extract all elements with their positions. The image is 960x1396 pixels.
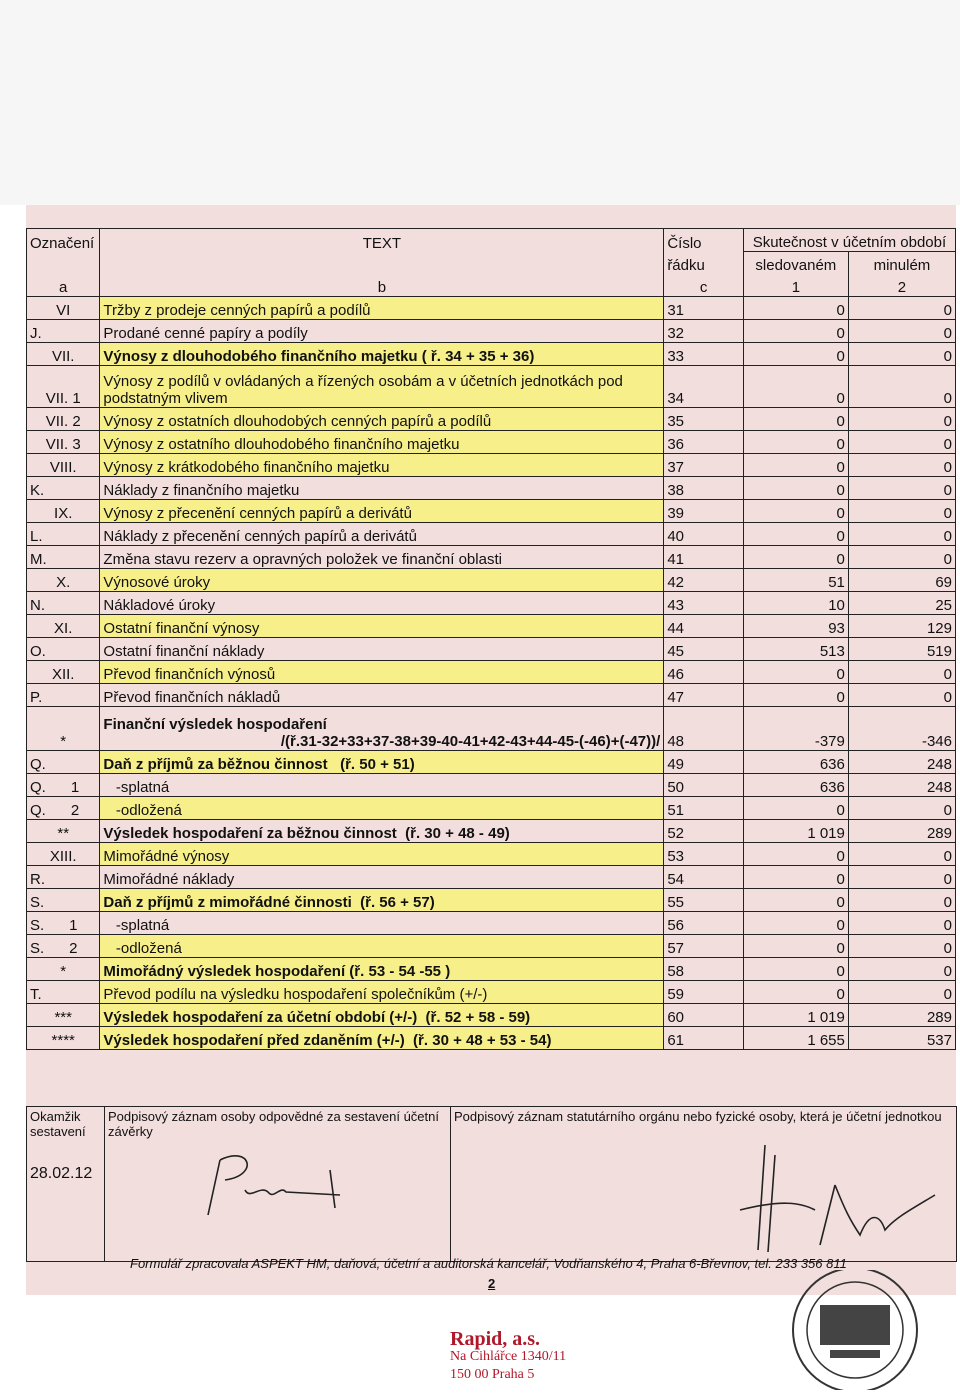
header-radku: řádku xyxy=(664,252,744,275)
row-line-number: 41 xyxy=(664,546,744,569)
table-row xyxy=(27,1027,956,1050)
row-line-number: 54 xyxy=(664,866,744,889)
row-current-period: 0 xyxy=(743,454,848,477)
row-current-period: 0 xyxy=(743,477,848,500)
row-current-period: 0 xyxy=(743,431,848,454)
header-cislo: Číslo xyxy=(664,229,744,252)
row-text-formula: /(ř.31-32+33+37-38+39-40-41+42-43+44-45-(-46)+(-47))/ xyxy=(280,733,661,750)
row-previous-period: 0 xyxy=(848,889,955,912)
row-mark: VII. xyxy=(27,343,100,366)
row-current-period: 0 xyxy=(743,981,848,1004)
row-line-number: 46 xyxy=(664,661,744,684)
row-mark: S. 1 xyxy=(27,912,100,935)
row-line-number: 57 xyxy=(664,935,744,958)
table-row xyxy=(27,843,956,866)
row-line-number: 48 xyxy=(664,707,744,751)
handwritten-signature-left xyxy=(190,1140,360,1230)
table-row xyxy=(27,477,956,500)
table-row xyxy=(27,1004,956,1027)
row-mark: L. xyxy=(27,523,100,546)
header-col-c: c xyxy=(664,274,744,297)
row-mark: ** xyxy=(27,820,100,843)
row-previous-period: 0 xyxy=(848,477,955,500)
row-previous-period: 0 xyxy=(848,523,955,546)
table-row xyxy=(27,774,956,797)
row-mark: VI xyxy=(27,297,100,320)
row-previous-period: 0 xyxy=(848,684,955,707)
table-row xyxy=(27,454,956,477)
row-line-number: 42 xyxy=(664,569,744,592)
row-previous-period: 0 xyxy=(848,912,955,935)
row-mark: T. xyxy=(27,981,100,1004)
row-current-period: 1 655 xyxy=(743,1027,848,1050)
row-previous-period: 25 xyxy=(848,592,955,615)
row-previous-period: 0 xyxy=(848,661,955,684)
row-current-period: 0 xyxy=(743,797,848,820)
row-previous-period: 0 xyxy=(848,366,955,408)
header-skutecnost: Skutečnost v účetním období xyxy=(743,229,955,252)
row-line-number: 35 xyxy=(664,408,744,431)
company-stamp xyxy=(450,1330,566,1384)
table-row xyxy=(27,707,956,751)
row-line-number: 55 xyxy=(664,889,744,912)
row-previous-period: -346 xyxy=(848,707,955,751)
header-minulem: minulém xyxy=(848,252,955,275)
header-text: TEXT xyxy=(100,229,664,252)
row-text: Náklady z finančního majetku xyxy=(100,477,664,500)
row-previous-period: 519 xyxy=(848,638,955,661)
row-line-number: 38 xyxy=(664,477,744,500)
header-row-1 xyxy=(27,229,956,252)
table-row xyxy=(27,661,956,684)
row-text: Daň z příjmů za běžnou činnost (ř. 50 + 51) xyxy=(100,751,664,774)
table-row xyxy=(27,958,956,981)
row-line-number: 32 xyxy=(664,320,744,343)
table-row xyxy=(27,366,956,408)
table-row xyxy=(27,569,956,592)
stamp-line-2: Na Cihlářce 1340/11 xyxy=(450,1349,567,1364)
row-mark: Q. 2 xyxy=(27,797,100,820)
row-line-number: 34 xyxy=(664,366,744,408)
row-text xyxy=(100,707,664,751)
row-line-number: 53 xyxy=(664,843,744,866)
header-oznaceni: Označení xyxy=(27,229,100,252)
row-mark: XI. xyxy=(27,615,100,638)
row-text: -splatná xyxy=(100,774,664,797)
row-text: Výsledek hospodaření před zdaněním (+/-) (ř. 30 + 48 + 53 - 54) xyxy=(100,1027,664,1050)
row-current-period: 636 xyxy=(743,751,848,774)
row-mark: XII. xyxy=(27,661,100,684)
row-text: Tržby z prodeje cenných papírů a podílů xyxy=(100,297,664,320)
row-previous-period: 537 xyxy=(848,1027,955,1050)
page-top-margin xyxy=(0,0,960,205)
row-text: Výsledek hospodaření za účetní období (+/-) (ř. 52 + 58 - 59) xyxy=(100,1004,664,1027)
row-previous-period: 0 xyxy=(848,546,955,569)
row-previous-period: 0 xyxy=(848,431,955,454)
row-previous-period: 248 xyxy=(848,774,955,797)
row-text: Výnosy z krátkodobého finančního majetku xyxy=(100,454,664,477)
row-current-period: 0 xyxy=(743,661,848,684)
row-text: Převod finančních nákladů xyxy=(100,684,664,707)
row-line-number: 37 xyxy=(664,454,744,477)
row-mark: VII. 3 xyxy=(27,431,100,454)
row-current-period: 513 xyxy=(743,638,848,661)
row-mark: XIII. xyxy=(27,843,100,866)
form-credit: Formulář zpracovala ASPEKT HM, daňová, účetní a auditorská kancelář, Vodňanského 4, Praha 6-Břevnov, tel. 233 356 811 xyxy=(130,1256,847,1271)
row-mark: M. xyxy=(27,546,100,569)
row-line-number: 60 xyxy=(664,1004,744,1027)
row-mark: O. xyxy=(27,638,100,661)
row-line-number: 56 xyxy=(664,912,744,935)
handwritten-signature-right xyxy=(720,1140,950,1260)
table-row xyxy=(27,820,956,843)
row-previous-period: 248 xyxy=(848,751,955,774)
row-text: -odložená xyxy=(100,797,664,820)
row-mark: VII. 1 xyxy=(27,366,100,408)
row-text: Výnosy z ostatních dlouhodobých cenných papírů a podílů xyxy=(100,408,664,431)
table-row xyxy=(27,935,956,958)
stamp-line-1: Rapid, a.s. xyxy=(450,1328,541,1350)
row-current-period: 0 xyxy=(743,866,848,889)
signature-accountant-label: Podpisový záznam osoby odpovědné za sestavení účetní závěrky xyxy=(108,1109,439,1139)
row-mark: * xyxy=(27,958,100,981)
row-previous-period: 0 xyxy=(848,958,955,981)
row-previous-period: 0 xyxy=(848,297,955,320)
row-current-period: 1 019 xyxy=(743,820,848,843)
row-line-number: 50 xyxy=(664,774,744,797)
table-row xyxy=(27,546,956,569)
row-previous-period: 0 xyxy=(848,935,955,958)
table-row xyxy=(27,615,956,638)
row-previous-period: 0 xyxy=(848,797,955,820)
row-text: Ostatní finanční náklady xyxy=(100,638,664,661)
row-current-period: 0 xyxy=(743,889,848,912)
header-sledovanem: sledovaném xyxy=(743,252,848,275)
row-previous-period: 289 xyxy=(848,1004,955,1027)
header-row-3 xyxy=(27,274,956,297)
header-row-2 xyxy=(27,252,956,275)
row-mark: Q. xyxy=(27,751,100,774)
row-line-number: 58 xyxy=(664,958,744,981)
row-text: -splatná xyxy=(100,912,664,935)
row-current-period: 0 xyxy=(743,320,848,343)
row-current-period: 0 xyxy=(743,500,848,523)
row-text: Výnosy z podílů v ovládaných a řízených osobám a v účetních jednotkách pod podstatným vlivem xyxy=(100,366,664,408)
row-current-period: 0 xyxy=(743,958,848,981)
row-mark: J. xyxy=(27,320,100,343)
row-mark: S. xyxy=(27,889,100,912)
row-text: Výnosy z dlouhodobého finančního majetku ( ř. 34 + 35 + 36) xyxy=(100,343,664,366)
table-row xyxy=(27,638,956,661)
row-current-period: 0 xyxy=(743,935,848,958)
row-text: Prodané cenné papíry a podíly xyxy=(100,320,664,343)
row-previous-period: 69 xyxy=(848,569,955,592)
row-current-period: 51 xyxy=(743,569,848,592)
row-line-number: 59 xyxy=(664,981,744,1004)
row-text: Mimořádný výsledek hospodaření (ř. 53 - 54 -55 ) xyxy=(100,958,664,981)
income-statement-table xyxy=(26,228,956,1050)
row-current-period: 0 xyxy=(743,523,848,546)
row-line-number: 51 xyxy=(664,797,744,820)
row-mark: IX. xyxy=(27,500,100,523)
row-line-number: 39 xyxy=(664,500,744,523)
row-text: Nákladové úroky xyxy=(100,592,664,615)
row-previous-period: 0 xyxy=(848,500,955,523)
row-text: -odložená xyxy=(100,935,664,958)
row-previous-period: 0 xyxy=(848,320,955,343)
row-current-period: 0 xyxy=(743,843,848,866)
row-text: Mimořádné výnosy xyxy=(100,843,664,866)
table-row xyxy=(27,981,956,1004)
row-line-number: 49 xyxy=(664,751,744,774)
row-current-period: 10 xyxy=(743,592,848,615)
row-mark: X. xyxy=(27,569,100,592)
table-row xyxy=(27,684,956,707)
row-line-number: 43 xyxy=(664,592,744,615)
okamzik-sestaveni-label: Okamžik sestavení xyxy=(30,1109,86,1139)
row-previous-period: 129 xyxy=(848,615,955,638)
row-current-period: 636 xyxy=(743,774,848,797)
row-mark: *** xyxy=(27,1004,100,1027)
row-text: Ostatní finanční výnosy xyxy=(100,615,664,638)
row-line-number: 61 xyxy=(664,1027,744,1050)
row-previous-period: 0 xyxy=(848,343,955,366)
row-mark: VIII. xyxy=(27,454,100,477)
table-row xyxy=(27,343,956,366)
row-line-number: 44 xyxy=(664,615,744,638)
row-current-period: 0 xyxy=(743,684,848,707)
row-current-period: -379 xyxy=(743,707,848,751)
row-line-number: 36 xyxy=(664,431,744,454)
row-mark: K. xyxy=(27,477,100,500)
row-previous-period: 0 xyxy=(848,454,955,477)
row-line-number: 31 xyxy=(664,297,744,320)
row-current-period: 0 xyxy=(743,546,848,569)
page-number: 2 xyxy=(488,1276,496,1291)
row-text: Výnosové úroky xyxy=(100,569,664,592)
row-line-number: 40 xyxy=(664,523,744,546)
header-col-2: 2 xyxy=(848,274,955,297)
row-mark: S. 2 xyxy=(27,935,100,958)
row-current-period: 0 xyxy=(743,366,848,408)
row-previous-period: 289 xyxy=(848,820,955,843)
row-current-period: 93 xyxy=(743,615,848,638)
auditor-stamp xyxy=(760,1270,950,1390)
row-current-period: 0 xyxy=(743,408,848,431)
table-row xyxy=(27,592,956,615)
date-value: 28.02.12 xyxy=(30,1165,93,1182)
row-current-period: 0 xyxy=(743,912,848,935)
row-text: Výnosy z přecenění cenných papírů a derivátů xyxy=(100,500,664,523)
table-row xyxy=(27,431,956,454)
table-row xyxy=(27,866,956,889)
table-row xyxy=(27,797,956,820)
stamp-line-3: 150 00 Praha 5 xyxy=(450,1367,535,1382)
header-col-a: a xyxy=(27,274,100,297)
row-previous-period: 0 xyxy=(848,866,955,889)
signature-statutory-label: Podpisový záznam statutárního orgánu nebo fyzické osoby, která je účetní jednotkou xyxy=(454,1109,942,1124)
row-text: Mimořádné náklady xyxy=(100,866,664,889)
row-previous-period: 0 xyxy=(848,981,955,1004)
row-mark: Q. 1 xyxy=(27,774,100,797)
row-text: Výsledek hospodaření za běžnou činnost (ř. 30 + 48 - 49) xyxy=(100,820,664,843)
row-line-number: 33 xyxy=(664,343,744,366)
row-mark: **** xyxy=(27,1027,100,1050)
row-mark: VII. 2 xyxy=(27,408,100,431)
header-col-1: 1 xyxy=(743,274,848,297)
row-text: Výnosy z ostatního dlouhodobého finančního majetku xyxy=(100,431,664,454)
table-row xyxy=(27,751,956,774)
row-mark: N. xyxy=(27,592,100,615)
row-previous-period: 0 xyxy=(848,843,955,866)
table-row xyxy=(27,500,956,523)
row-mark: * xyxy=(27,707,100,751)
table-row xyxy=(27,523,956,546)
header-col-b: b xyxy=(100,274,664,297)
row-mark: P. xyxy=(27,684,100,707)
table-row xyxy=(27,297,956,320)
row-line-number: 47 xyxy=(664,684,744,707)
row-mark: R. xyxy=(27,866,100,889)
row-text: Převod podílu na výsledku hospodaření společníkům (+/-) xyxy=(100,981,664,1004)
table-row xyxy=(27,408,956,431)
row-current-period: 1 019 xyxy=(743,1004,848,1027)
row-text: Náklady z přecenění cenných papírů a derivátů xyxy=(100,523,664,546)
row-text-main: Finanční výsledek hospodaření xyxy=(103,716,327,733)
row-line-number: 52 xyxy=(664,820,744,843)
row-current-period: 0 xyxy=(743,343,848,366)
row-line-number: 45 xyxy=(664,638,744,661)
table-row xyxy=(27,912,956,935)
table-row xyxy=(27,320,956,343)
table-row xyxy=(27,889,956,912)
row-text: Převod finančních výnosů xyxy=(100,661,664,684)
row-text: Daň z příjmů z mimořádné činnosti (ř. 56 + 57) xyxy=(100,889,664,912)
row-text: Změna stavu rezerv a opravných položek ve finanční oblasti xyxy=(100,546,664,569)
row-current-period: 0 xyxy=(743,297,848,320)
row-previous-period: 0 xyxy=(848,408,955,431)
